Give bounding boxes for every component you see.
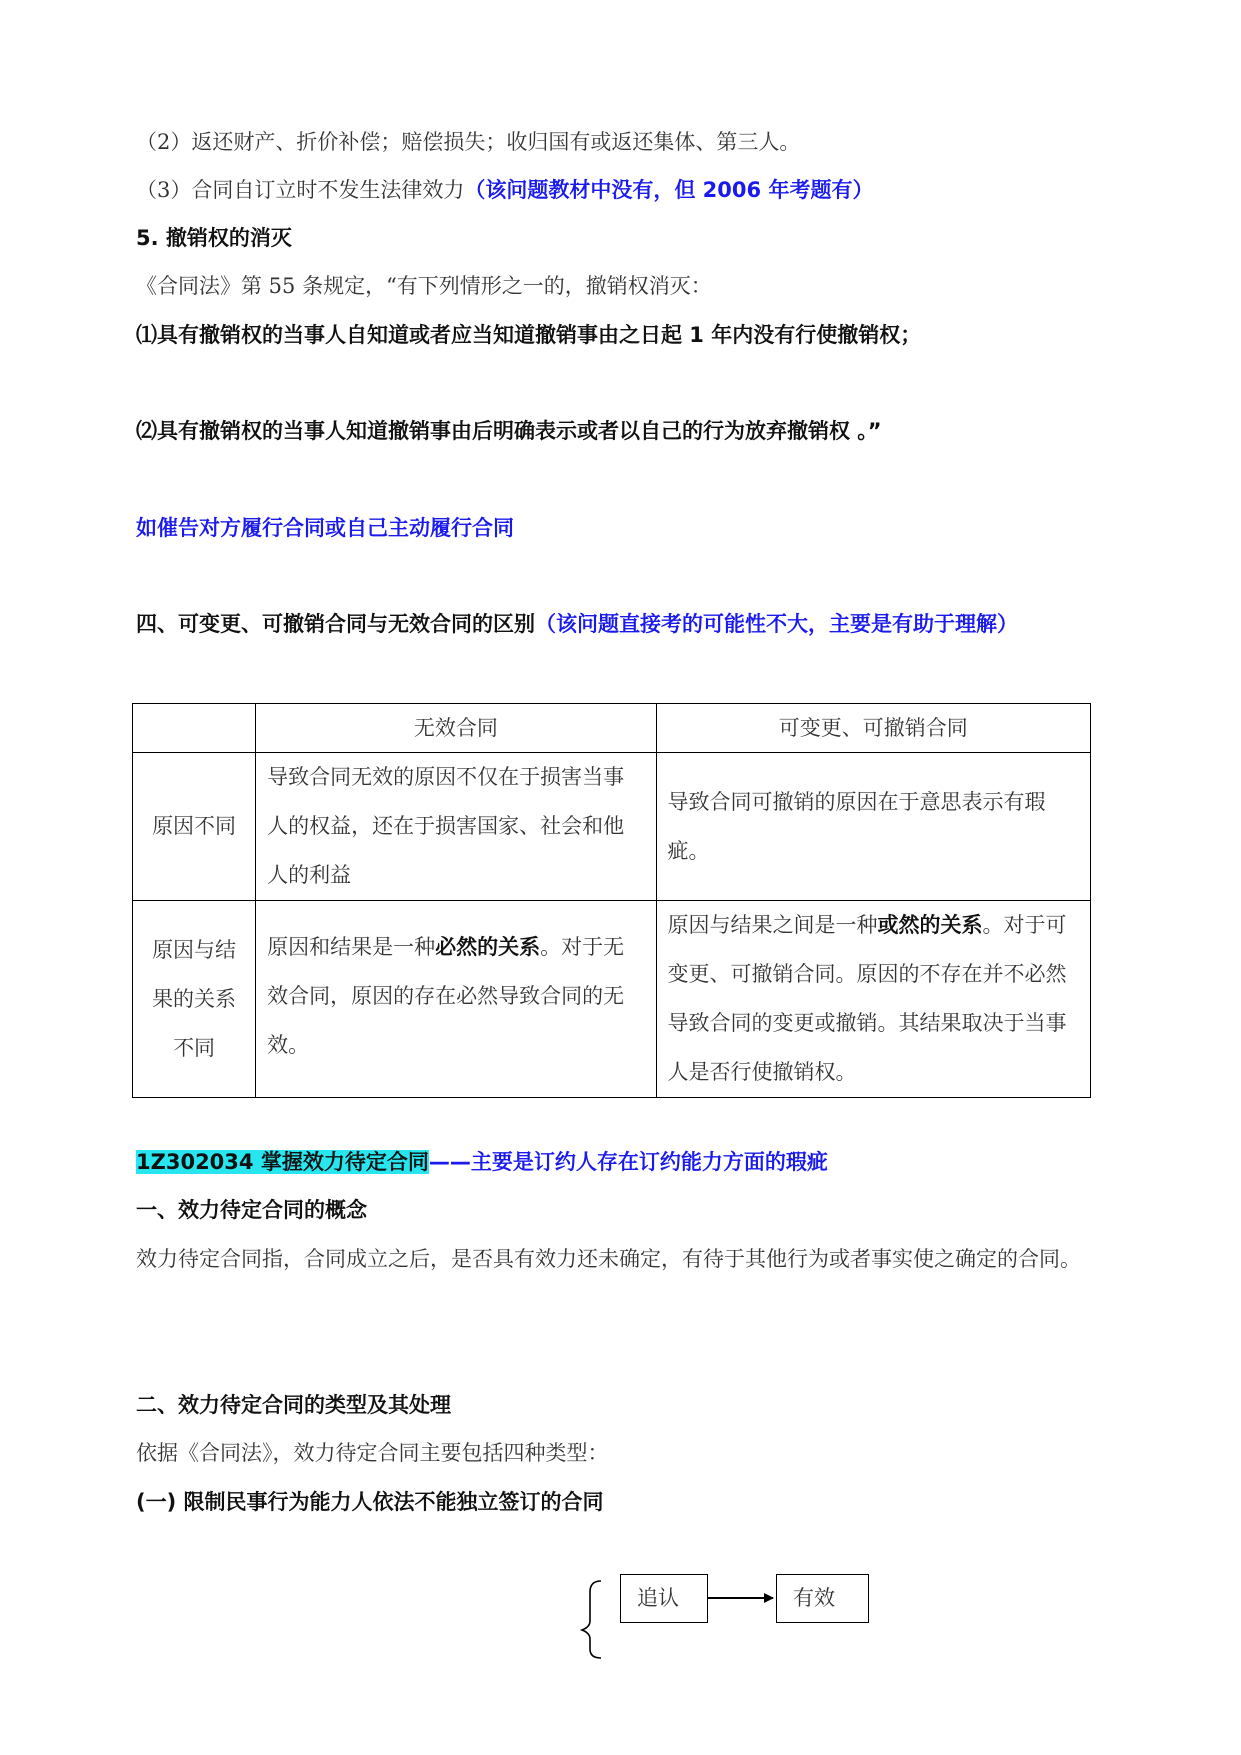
heading-types: 二、效力待定合同的类型及其处理 <box>136 1393 451 1417</box>
section-code-note: ——主要是订约人存在订约能力方面的瑕疵 <box>428 1150 828 1174</box>
contract-law-article-55: 《合同法》第 55 条规定，“有下列情形之一的，撤销权消灭： <box>136 274 712 298</box>
brace-icon <box>582 1581 601 1658</box>
cell-invalid-cause: 导致合同无效的原因不仅在于损害当事人的权益，还在于损害国家、社会和他人的利益 <box>256 753 656 901</box>
valid-box: 有效 <box>776 1574 869 1623</box>
row-label-cause: 原因不同 <box>133 753 256 901</box>
clause-1: ⑴具有撤销权的当事人自知道或者应当知道撤销事由之日起 1 年内没有行使撤销权； <box>136 323 922 347</box>
section-4-note: （该问题直接考的可能性不大，主要是有助于理解） <box>535 612 1018 636</box>
concept-definition: 效力待定合同指，合同成立之后，是否具有效力还未确定，有待于其他行为或者事实使之确定的合同。 <box>136 1247 1081 1271</box>
types-intro: 依据《合同法》，效力待定合同主要包括四种类型： <box>136 1441 609 1465</box>
cell-voidable-cause: 导致合同可撤销的原因在于意思表示有瑕疵。 <box>656 753 1090 901</box>
section-code: 1Z302034 掌握效力待定合同 <box>136 1150 429 1174</box>
cell-invalid-bold: 必然的关系 <box>435 935 541 959</box>
ratify-box: 追认 <box>620 1574 708 1623</box>
section-4-title: 四、可变更、可撤销合同与无效合同的区别 <box>136 612 535 636</box>
heading-rescission-extinction: 5. 撤销权的消灭 <box>136 226 292 250</box>
cell-invalid-pre: 原因和结果是一种 <box>267 935 436 959</box>
row-label-relation: 原因与结果的关系不同 <box>133 901 256 1098</box>
example-note: 如催告对方履行合同或自己主动履行合同 <box>136 516 514 540</box>
header-cell-voidable: 可变更、可撤销合同 <box>656 704 1090 753</box>
item-2-return-property: （2）返还财产、折价补偿；赔偿损失；收归国有或返还集体、第三人。 <box>136 130 801 154</box>
heading-concept: 一、效力待定合同的概念 <box>136 1198 367 1222</box>
cell-voidable-bold: 或然的关系 <box>877 913 983 937</box>
heading-type-1: (一) 限制民事行为能力人依法不能独立签订的合同 <box>136 1490 604 1514</box>
item-3-text: （3）合同自订立时不发生法律效力 <box>136 178 465 202</box>
cell-invalid-post: 。对于无效合同，原因的存在必然导致合同的无效。 <box>267 935 625 1057</box>
cell-voidable-post: 。对于可变更、可撤销合同。原因的不存在并不必然导致合同的变更或撤销。其结果取决于当事人是否行使撤销权。 <box>667 913 1067 1084</box>
item-3-note: （该问题教材中没有，但 2006 年考题有） <box>464 178 874 202</box>
header-cell-invalid: 无效合同 <box>256 704 656 753</box>
cell-voidable-pre: 原因与结果之间是一种 <box>667 913 878 937</box>
clause-2: ⑵具有撤销权的当事人知道撤销事由后明确表示或者以自己的行为放弃撤销权 。” <box>136 419 882 443</box>
